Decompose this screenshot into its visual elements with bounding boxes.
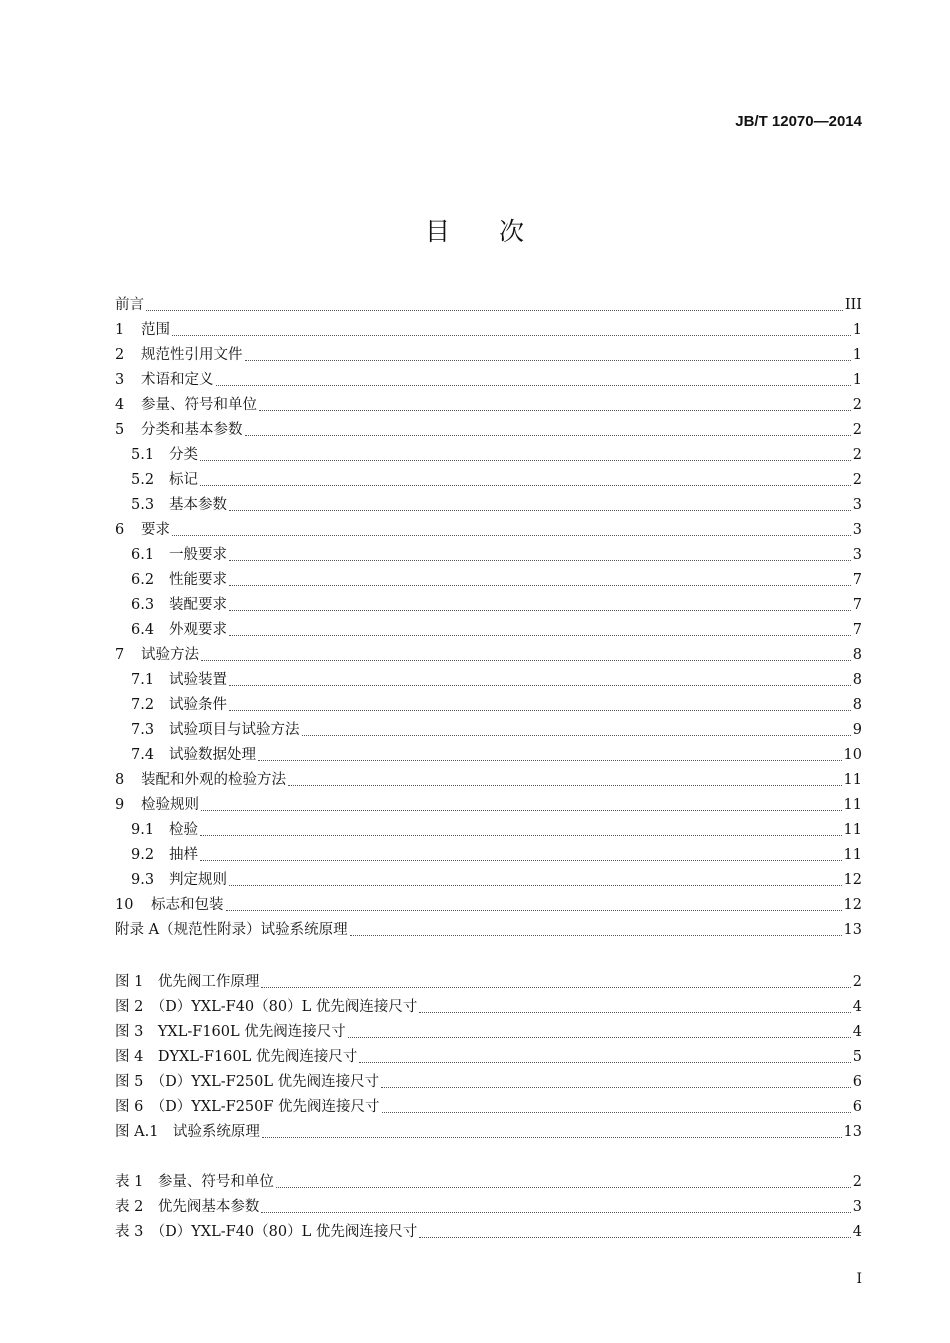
- toc-entry-text: 参量、符号和单位: [141, 397, 257, 413]
- toc-entry-page: 3: [852, 522, 862, 538]
- toc-entry-page: 3: [852, 1199, 862, 1215]
- toc-entry-label: [115, 1124, 260, 1141]
- toc-entry-label: [115, 1174, 274, 1191]
- toc-entry-label: [115, 1224, 417, 1241]
- toc-entry-number: 6.3: [131, 597, 155, 613]
- toc-entry-page: 2: [852, 397, 862, 413]
- toc-entry-label: [115, 547, 227, 564]
- toc-entry-page: 4: [852, 1024, 862, 1040]
- toc-entry-text: 抽样: [169, 847, 198, 863]
- toc-entry[interactable]: [115, 339, 862, 364]
- toc-entry-page: 6: [852, 1099, 862, 1115]
- toc-entry-page: 2: [852, 422, 862, 438]
- toc-entry[interactable]: [115, 564, 862, 589]
- toc-entry[interactable]: [115, 614, 862, 639]
- toc-entry-text: 图 6 （D）YXL-F250F 优先阀连接尺寸: [115, 1099, 380, 1115]
- toc-entry-text: 术语和定义: [141, 372, 214, 388]
- toc-entry-text: 基本参数: [169, 497, 227, 513]
- toc-entry[interactable]: [115, 764, 862, 789]
- toc-entry-page: 11: [843, 797, 862, 813]
- toc-entry-page: 11: [843, 772, 862, 788]
- toc-entry-label: [115, 422, 243, 439]
- toc-entry-text: 图 A.1 试验系统原理: [115, 1124, 260, 1140]
- toc-entry-page: 3: [852, 497, 862, 513]
- toc-entry-text: 装配要求: [169, 597, 227, 613]
- toc-entry-number: 5.3: [131, 497, 155, 513]
- toc-entry[interactable]: [115, 1116, 862, 1141]
- toc-entry-page: 4: [852, 1224, 862, 1240]
- toc-entry-label: [115, 1074, 379, 1091]
- toc-entry-page: 11: [843, 847, 862, 863]
- toc-entry[interactable]: [115, 639, 862, 664]
- page-number: I: [856, 1271, 862, 1287]
- toc-entry-label: [115, 772, 286, 789]
- toc-entry[interactable]: [115, 991, 862, 1016]
- toc-entry-number: 3: [115, 372, 125, 388]
- toc-entry-page: 13: [843, 1124, 862, 1140]
- toc-entry-number: 7: [115, 647, 125, 663]
- toc-entry-page: 8: [852, 647, 862, 663]
- dot-leader: [381, 1087, 851, 1088]
- dot-leader: [245, 435, 851, 436]
- toc-entry-page: 10: [843, 747, 862, 763]
- toc-entry-text: 分类: [169, 447, 198, 463]
- dot-leader: [229, 885, 842, 886]
- toc-entry-label: [115, 597, 227, 614]
- toc-entry-number: 9.2: [131, 847, 155, 863]
- toc-entry-text: 表 2 优先阀基本参数: [115, 1199, 260, 1215]
- toc-entry-label: [115, 697, 227, 714]
- toc-entry-text: 标记: [169, 472, 198, 488]
- dot-leader: [229, 510, 851, 511]
- toc-entry-number: 5.1: [131, 447, 155, 463]
- dot-leader: [201, 660, 851, 661]
- toc-entry-number: 8: [115, 772, 125, 788]
- toc-entry[interactable]: [115, 889, 862, 914]
- toc-entry-number: 5: [115, 422, 125, 438]
- toc-entry[interactable]: [115, 1091, 862, 1116]
- toc-entry-text: 分类和基本参数: [141, 422, 243, 438]
- toc-entry-text: 图 1 优先阀工作原理: [115, 974, 260, 990]
- dot-leader: [200, 460, 851, 461]
- toc-entry-label: [115, 872, 227, 889]
- dot-leader: [229, 685, 851, 686]
- toc-entry-number: 9: [115, 797, 125, 813]
- toc-entry-page: III: [844, 297, 862, 313]
- dot-leader: [276, 1187, 851, 1188]
- toc-entry-label: [115, 1049, 357, 1066]
- toc-entry[interactable]: [115, 314, 862, 339]
- toc-entry-page: 8: [852, 697, 862, 713]
- toc-entry-label: [115, 647, 199, 664]
- toc-entry-label: [115, 672, 227, 689]
- toc-entry-text: 判定规则: [169, 872, 227, 888]
- toc-entry-page: 7: [852, 597, 862, 613]
- toc-entry[interactable]: [115, 364, 862, 389]
- dot-leader: [229, 585, 851, 586]
- toc-entry-label: [115, 897, 224, 914]
- toc-entry-number: 2: [115, 347, 125, 363]
- toc-entry-text: 试验装置: [169, 672, 227, 688]
- toc-entry-text: 要求: [141, 522, 170, 538]
- toc-entry[interactable]: [115, 414, 862, 439]
- toc-entry-text: 图 4 DYXL-F160L 优先阀连接尺寸: [115, 1049, 358, 1065]
- toc-entry-page: 11: [843, 822, 862, 838]
- toc-entry[interactable]: [115, 1166, 862, 1191]
- toc-entry-page: 4: [852, 999, 862, 1015]
- toc-entry-page: 2: [852, 974, 862, 990]
- toc-entry-number: 4: [115, 397, 125, 413]
- toc-entry-label: [115, 347, 243, 364]
- toc-entry-text: 装配和外观的检验方法: [141, 772, 286, 788]
- dot-leader: [172, 335, 851, 336]
- toc-entry-text: 范围: [141, 322, 170, 338]
- dot-leader: [288, 785, 842, 786]
- dot-leader: [261, 1212, 850, 1213]
- toc-entry-number: 7.3: [131, 722, 155, 738]
- toc-entry-label: [115, 822, 198, 839]
- toc-entry-text: 外观要求: [169, 622, 227, 638]
- toc-entry-label: [115, 472, 198, 489]
- toc-entry-label: [115, 622, 227, 639]
- toc-entry-label: [115, 1024, 346, 1041]
- dot-leader: [226, 910, 842, 911]
- toc-entry-label: [115, 1199, 259, 1216]
- toc-entry-label: [115, 847, 198, 864]
- toc-entry-label: [115, 322, 170, 339]
- toc-entry[interactable]: [115, 739, 862, 764]
- toc-entry-text: 表 1 参量、符号和单位: [115, 1174, 274, 1190]
- toc-entry-label: [115, 372, 214, 389]
- toc-entry-page: 1: [852, 347, 862, 363]
- toc-entry-page: 1: [852, 322, 862, 338]
- toc-entry[interactable]: [115, 1216, 862, 1241]
- dot-leader: [229, 610, 851, 611]
- toc-entry[interactable]: [115, 814, 862, 839]
- toc-entry-label: [115, 497, 227, 514]
- dot-leader: [229, 710, 851, 711]
- toc-entry[interactable]: [115, 789, 862, 814]
- toc-entry-label: [115, 797, 199, 814]
- toc-entry-text: 图 5 （D）YXL-F250L 优先阀连接尺寸: [115, 1074, 380, 1090]
- dot-leader: [258, 760, 842, 761]
- toc-entry-page: 3: [852, 547, 862, 563]
- toc-entry-text: 一般要求: [169, 547, 227, 563]
- dot-leader: [200, 485, 851, 486]
- toc-entry-text: 试验方法: [141, 647, 199, 663]
- dot-leader: [245, 360, 851, 361]
- toc-entry-page: 2: [852, 1174, 862, 1190]
- toc-entry-page: 6: [852, 1074, 862, 1090]
- toc-entry[interactable]: [115, 1041, 862, 1066]
- toc-entry[interactable]: [115, 539, 862, 564]
- toc-entry[interactable]: [115, 389, 862, 414]
- toc-entry-text: 附录 A（规范性附录）试验系统原理: [115, 922, 348, 938]
- toc-entry[interactable]: [115, 1016, 862, 1041]
- toc-entry[interactable]: [115, 1066, 862, 1091]
- toc-entry-number: 6.4: [131, 622, 155, 638]
- dot-leader: [200, 835, 842, 836]
- toc-entry[interactable]: [115, 514, 862, 539]
- dot-leader: [229, 560, 851, 561]
- toc-entry[interactable]: [115, 864, 862, 889]
- toc-entry[interactable]: [115, 689, 862, 714]
- toc-entry-page: 7: [852, 572, 862, 588]
- toc-entry-number: 5.2: [131, 472, 155, 488]
- toc-entry-number: 9.1: [131, 822, 155, 838]
- toc-entry-number: 1: [115, 322, 125, 338]
- toc-entry-number: 6.1: [131, 547, 155, 563]
- toc-entry-page: 13: [843, 922, 862, 938]
- toc-entry-page: 1: [852, 372, 862, 388]
- toc-entry-text: 规范性引用文件: [141, 347, 243, 363]
- dot-leader: [261, 987, 850, 988]
- toc-entry-page: 7: [852, 622, 862, 638]
- toc-entry-number: 10: [115, 897, 134, 913]
- toc-entry[interactable]: [115, 966, 862, 991]
- toc-entry-page: 12: [843, 872, 862, 888]
- title-char-2: 次: [499, 217, 526, 246]
- toc-entry-label: [115, 922, 348, 939]
- toc-entry-text: 标志和包装: [151, 897, 224, 913]
- dot-leader: [259, 410, 851, 411]
- toc-entry[interactable]: [115, 914, 862, 939]
- dot-leader: [419, 1237, 850, 1238]
- toc-entry-text: 图 3 YXL-F160L 优先阀连接尺寸: [115, 1024, 346, 1040]
- dot-leader: [172, 535, 851, 536]
- toc-entry-label: [115, 297, 144, 314]
- toc-entry[interactable]: [115, 839, 862, 864]
- toc-entry-number: 9.3: [131, 872, 155, 888]
- dot-leader: [348, 1037, 851, 1038]
- toc-entry-text: 性能要求: [169, 572, 227, 588]
- toc-entry-label: [115, 722, 300, 739]
- toc-entry[interactable]: [115, 1191, 862, 1216]
- toc-entry-text: 检验: [169, 822, 198, 838]
- dot-leader: [350, 935, 842, 936]
- title-char-1: 目: [424, 217, 451, 246]
- toc-entry[interactable]: [115, 289, 862, 314]
- toc-entry-number: 6: [115, 522, 125, 538]
- toc-entry-text: 试验条件: [169, 697, 227, 713]
- toc-entry-number: 7.1: [131, 672, 155, 688]
- toc-entry[interactable]: [115, 664, 862, 689]
- toc-entry-page: 9: [852, 722, 862, 738]
- page-title: [0, 212, 950, 248]
- toc-entry-text: 试验项目与试验方法: [169, 722, 300, 738]
- toc-entry-number: 7.4: [131, 747, 155, 763]
- dot-leader: [419, 1012, 850, 1013]
- toc-entry-text: 前言: [115, 297, 144, 313]
- toc-entry[interactable]: [115, 489, 862, 514]
- dot-leader: [229, 635, 851, 636]
- toc-entry-label: [115, 397, 257, 414]
- dot-leader: [201, 810, 842, 811]
- toc-entry-label: [115, 572, 227, 589]
- toc-entry-label: [115, 974, 259, 991]
- toc-entry-page: 12: [843, 897, 862, 913]
- toc-entry[interactable]: [115, 589, 862, 614]
- toc-entry-label: [115, 747, 256, 764]
- toc-entry-label: [115, 1099, 380, 1116]
- toc-entry-text: 检验规则: [141, 797, 199, 813]
- toc-entry[interactable]: [115, 714, 862, 739]
- toc-entry[interactable]: [115, 464, 862, 489]
- toc-entry-page: 8: [852, 672, 862, 688]
- dot-leader: [359, 1062, 850, 1063]
- toc-entry-page: 5: [852, 1049, 862, 1065]
- toc-entry-page: 2: [852, 472, 862, 488]
- toc-entry-number: 6.2: [131, 572, 155, 588]
- dot-leader: [382, 1112, 851, 1113]
- toc-entry-label: [115, 522, 170, 539]
- toc-entry[interactable]: [115, 439, 862, 464]
- document-number: JB/T 12070—2014: [735, 113, 862, 130]
- toc-entry-text: 图 2 （D）YXL-F40（80）L 优先阀连接尺寸: [115, 999, 418, 1015]
- dot-leader: [302, 735, 851, 736]
- toc-entry-number: 7.2: [131, 697, 155, 713]
- toc-entry-text: 表 3 （D）YXL-F40（80）L 优先阀连接尺寸: [115, 1224, 418, 1240]
- toc-entry-text: 试验数据处理: [169, 747, 256, 763]
- toc-entry-page: 2: [852, 447, 862, 463]
- toc-entry-label: [115, 999, 417, 1016]
- dot-leader: [146, 310, 843, 311]
- toc-entry-label: [115, 447, 198, 464]
- dot-leader: [216, 385, 851, 386]
- dot-leader: [200, 860, 842, 861]
- dot-leader: [262, 1137, 842, 1138]
